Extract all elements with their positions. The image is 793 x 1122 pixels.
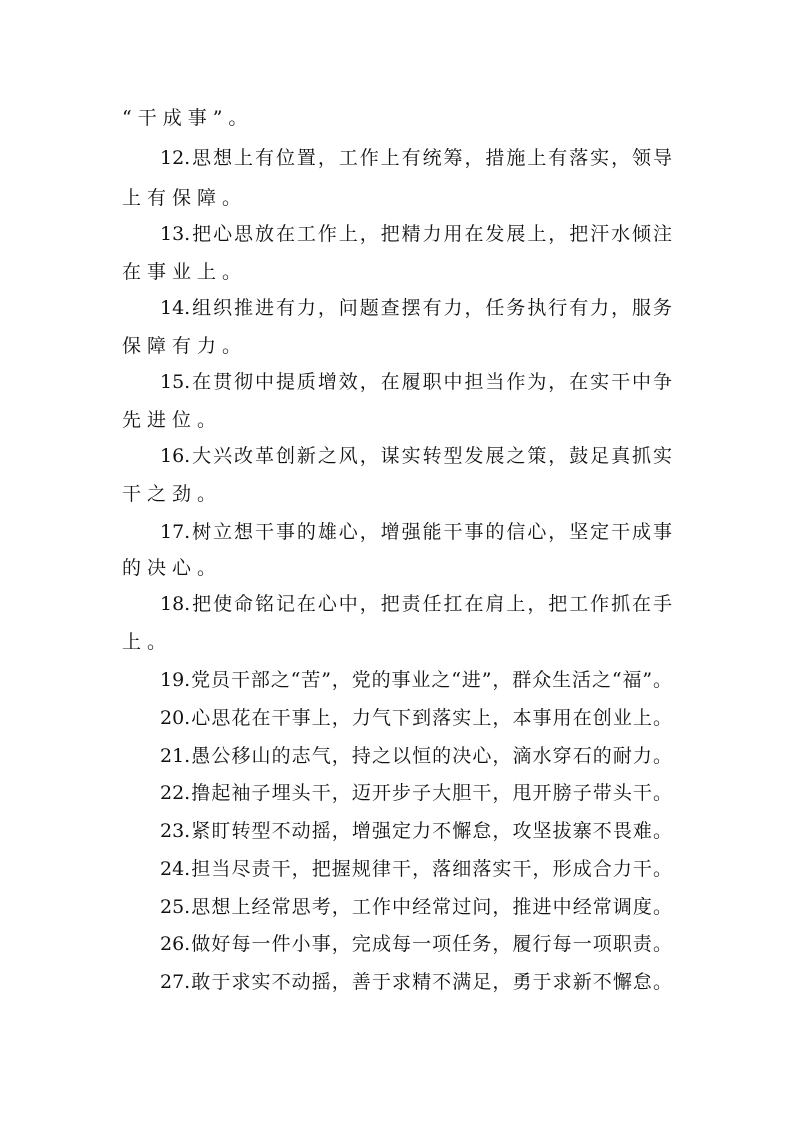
item-18-line-1: 18.把使命铭记在心中，把责任扛在肩上，把工作抓在手 xyxy=(160,593,672,615)
item-24: 24.担当尽责干，把握规律干，落细落实干，形成合力干。 xyxy=(160,858,672,880)
item-21: 21.愚公移山的志气，持之以恒的决心，滴水穿石的耐力。 xyxy=(160,745,672,767)
item-19: 19.党员干部之“苦”，党的事业之“进”，群众生活之“福”。 xyxy=(160,669,672,691)
item-15-line-2: 先进位。 xyxy=(122,409,223,431)
item-16-line-2: 干之劲。 xyxy=(122,483,223,505)
item-13-line-1: 13.把心思放在工作上，把精力用在发展上，把汗水倾注 xyxy=(160,223,672,245)
item-16-line-1: 16.大兴改革创新之风，谋实转型发展之策，鼓足真抓实 xyxy=(160,445,672,467)
item-22: 22.撸起袖子埋头干，迈开步子大胆干，甩开膀子带头干。 xyxy=(160,782,672,804)
text-line: “干成事”。 xyxy=(122,107,254,129)
item-20: 20.心思花在干事上，力气下到落实上，本事用在创业上。 xyxy=(160,707,672,729)
item-27: 27.敢于求实不动摇，善于求精不满足，勇于求新不懈怠。 xyxy=(160,971,672,993)
item-26: 26.做好每一件小事，完成每一项任务，履行每一项职责。 xyxy=(160,933,672,955)
item-17-line-1: 17.树立想干事的雄心，增强能干事的信心，坚定干成事 xyxy=(160,521,672,543)
item-13-line-2: 在事业上。 xyxy=(122,261,248,283)
item-18-line-2: 上。 xyxy=(122,631,173,653)
item-12-line-2: 上有保障。 xyxy=(122,187,248,209)
item-15-line-1: 15.在贯彻中提质增效，在履职中担当作为，在实干中争 xyxy=(160,371,672,393)
item-23: 23.紧盯转型不动摇，增强定力不懈怠，攻坚拔寨不畏难。 xyxy=(160,820,672,842)
item-25: 25.思想上经常思考，工作中经常过问，推进中经常调度。 xyxy=(160,896,672,918)
item-12-line-1: 12.思想上有位置，工作上有统筹，措施上有落实，领导 xyxy=(160,147,672,169)
item-17-line-2: 的决心。 xyxy=(122,557,223,579)
item-14-line-2: 保障有力。 xyxy=(122,335,248,357)
item-14-line-1: 14.组织推进有力，问题查摆有力，任务执行有力，服务 xyxy=(160,297,672,319)
